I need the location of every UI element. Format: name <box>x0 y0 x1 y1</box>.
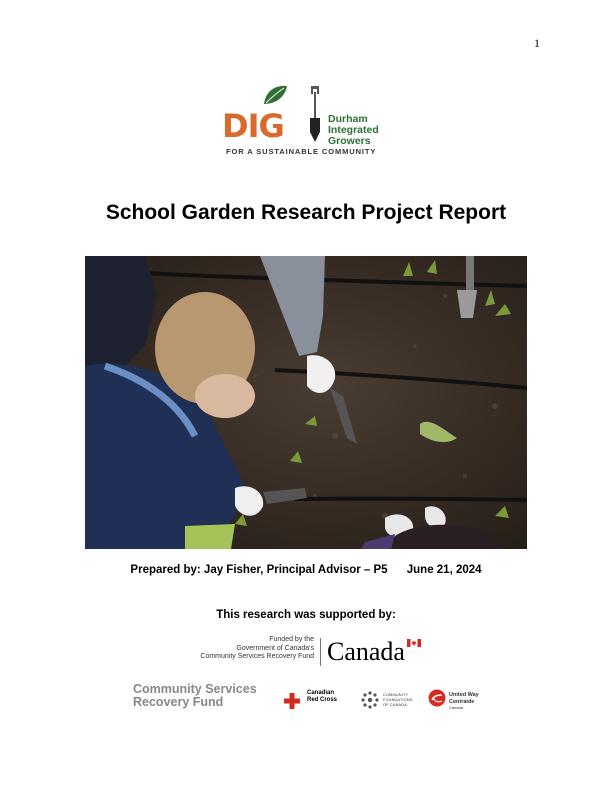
red-cross-icon <box>284 693 300 709</box>
united-way-label: United Way Centraide Canada <box>449 692 479 710</box>
cover-photo <box>85 256 527 549</box>
community-foundations-icon <box>360 690 380 710</box>
prepared-by-author: Prepared by: Jay Fisher, Principal Advisor – P5 <box>130 564 388 576</box>
logo-tagline: FOR A SUSTAINABLE COMMUNITY <box>226 147 377 156</box>
funding-divider <box>320 638 321 666</box>
canada-wordmark: Canada <box>327 637 405 666</box>
report-date: June 21, 2024 <box>406 564 482 576</box>
community-foundations-label: COMMUNITY FOUNDATIONS OF CANADA <box>383 693 413 707</box>
prepared-by-line <box>0 564 612 576</box>
supported-by-heading: This research was supported by: <box>216 609 396 621</box>
united-way-icon <box>428 689 446 707</box>
leaf-icon <box>262 84 288 106</box>
red-cross-label: Canadian Red Cross <box>307 690 338 703</box>
shovel-icon <box>308 86 322 144</box>
funded-by-text: Funded by the Government of Canada's Community Services Recovery Fund <box>200 636 314 660</box>
csrf-logo: Community Services Recovery Fund <box>133 682 257 709</box>
org-name: Durham Integrated Growers <box>328 113 379 147</box>
dig-logo <box>222 84 392 160</box>
logo-letters: DIG <box>222 107 284 145</box>
canada-flag-icon <box>407 639 421 647</box>
report-title: School Garden Research Project Report <box>105 201 507 224</box>
page-number: 1 <box>534 36 540 50</box>
